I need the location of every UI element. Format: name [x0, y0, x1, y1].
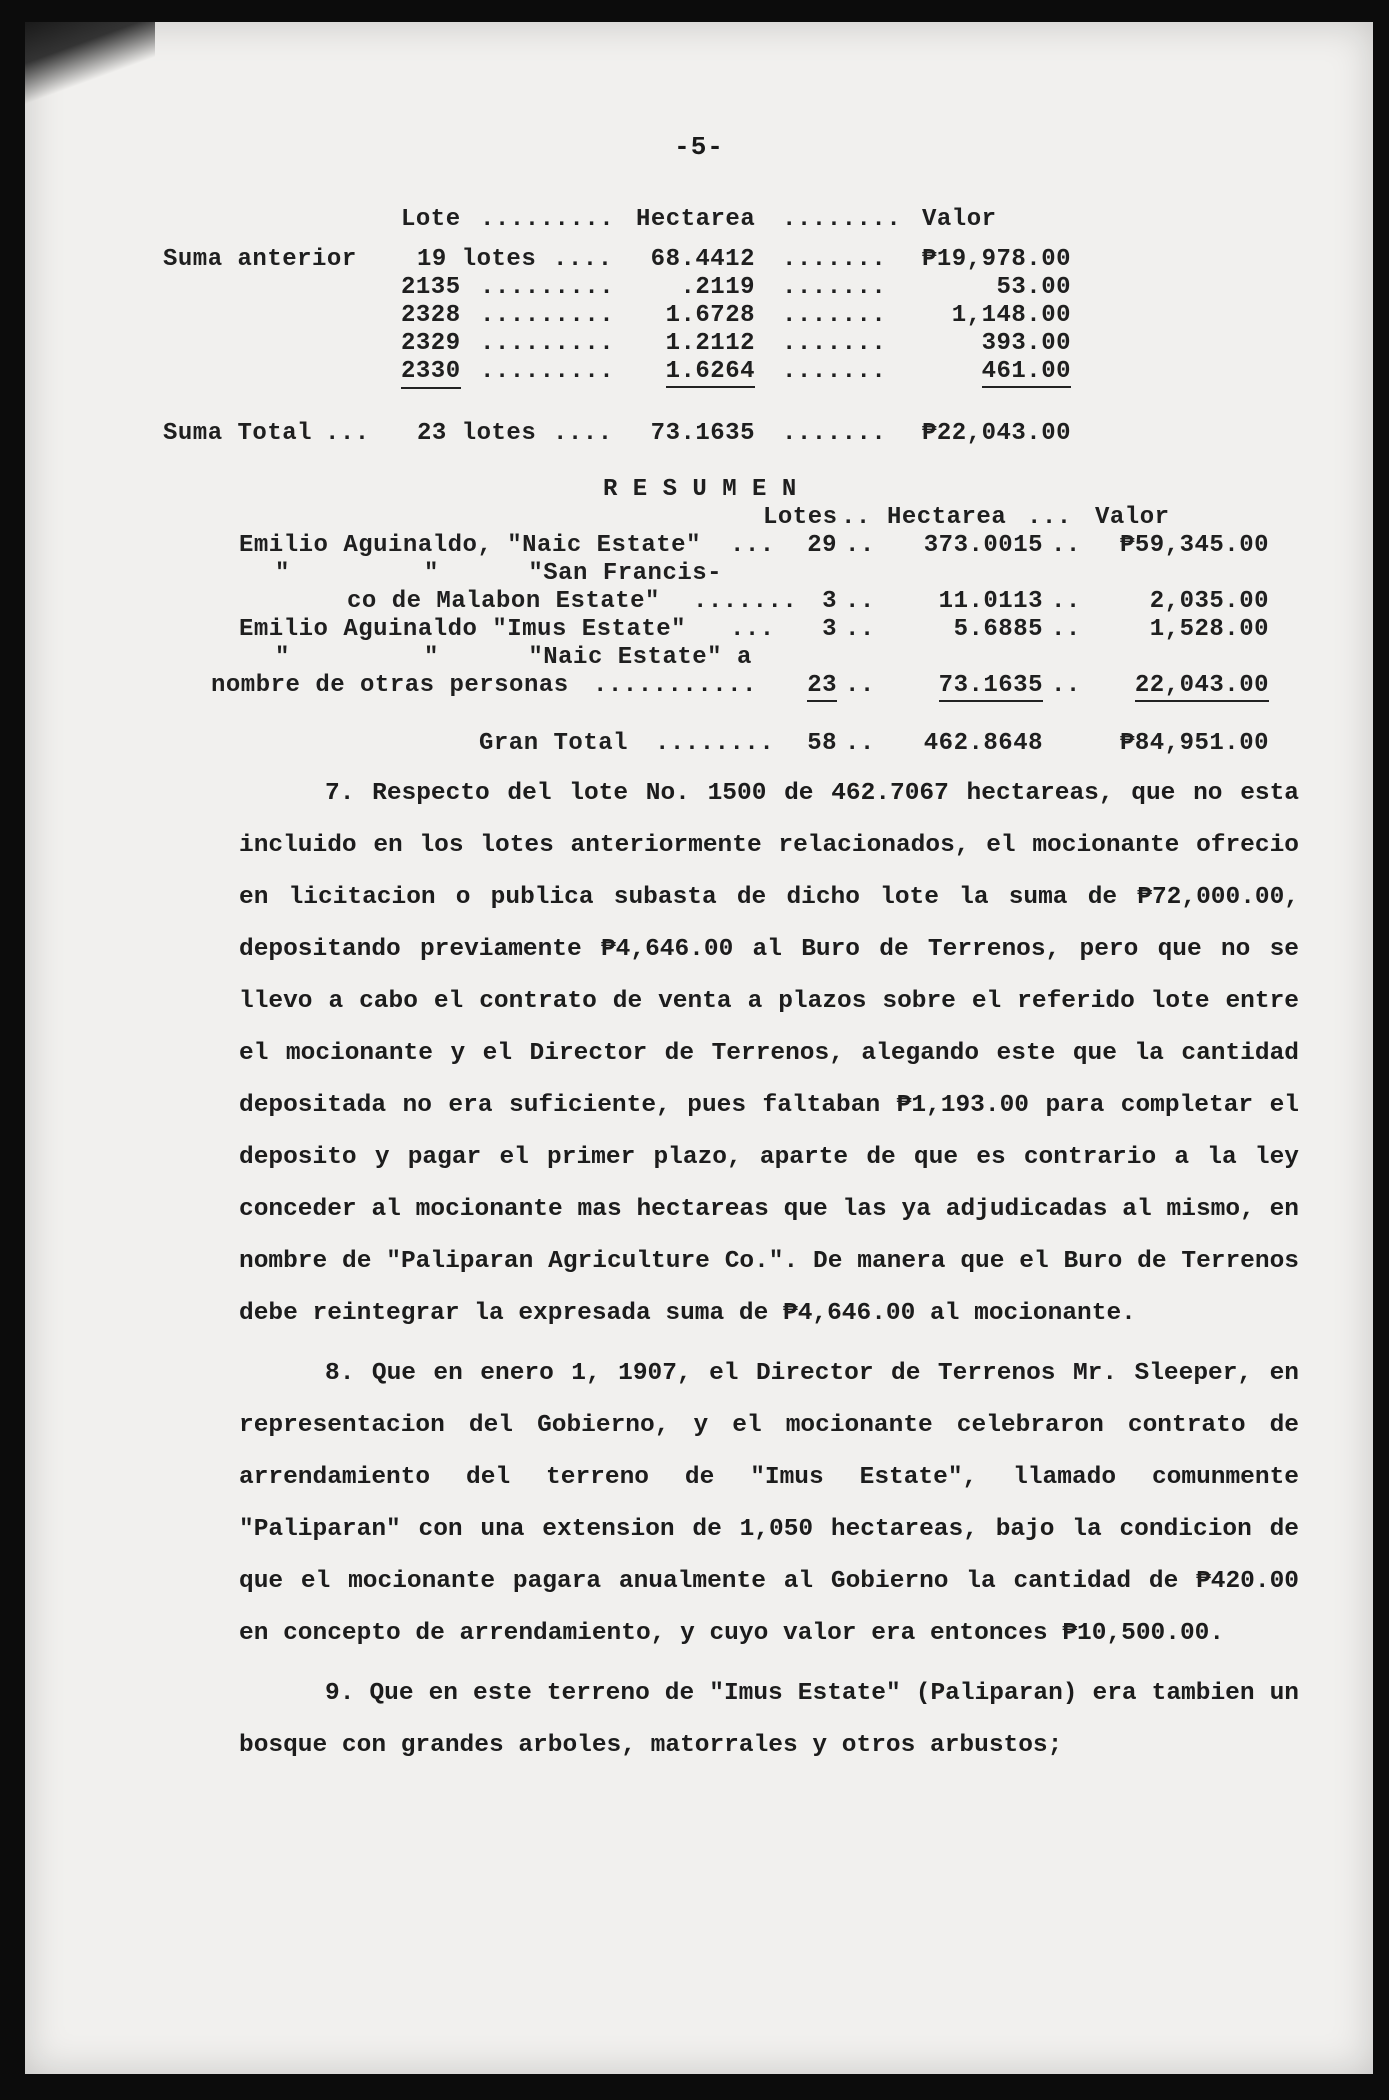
resumen-header-hectarea: Hectarea	[887, 504, 1007, 531]
leader-dots: ..	[845, 532, 875, 559]
resumen-row-desc: " " "San Francis-	[275, 560, 723, 587]
table-row-hectarea: 1.6728	[665, 302, 755, 329]
leader-dots: ...	[730, 616, 775, 643]
leader-dots: .........	[480, 206, 615, 233]
table-row-lote: 2328	[401, 302, 461, 329]
leader-dots: ..	[845, 672, 875, 699]
table-row-valor-wrap	[883, 358, 1071, 386]
resumen-header-lotes: Lotes	[763, 504, 838, 531]
resumen-row-desc-cont: nombre de otras personas	[211, 672, 569, 699]
leader-dots: ....	[553, 246, 613, 273]
leader-dots: ..	[1051, 588, 1081, 615]
paragraph-gap	[239, 1340, 1299, 1348]
document-page	[25, 22, 1373, 2074]
table-row-lote: 2135	[401, 274, 461, 301]
table-row-lote: 2330	[401, 358, 461, 389]
table-row-lote: 2329	[401, 330, 461, 357]
table-row-hectarea: 1.6264	[666, 358, 755, 388]
paragraph-8: 8. Que en enero 1, 1907, el Director de Terrenos Mr. Sleeper, en representacion del Gobierno, y el mocionante celebraron contrato de arrendamiento del terreno de "Imus Estate", llamado comunmente "Paliparan" con una extension de 1,050 hectareas, bajo la condicion de que el mocionante pagara anualmente al Gobierno la cantidad de ₱420.00 en concepto de arrendamiento, y cuyo valor era entonces ₱10,500.00.	[239, 1360, 1299, 1647]
leader-dots: .......	[782, 420, 887, 447]
table-total-valor: ₱22,043.00	[921, 420, 1071, 447]
table-header-valor: Valor	[922, 206, 997, 233]
resumen-header-valor: Valor	[1095, 504, 1170, 531]
resumen-row-lotes: 3	[822, 616, 837, 643]
gran-total-hectarea: 462.8648	[923, 730, 1043, 757]
leader-dots: .......	[782, 330, 887, 357]
leader-dots: ..	[1051, 532, 1081, 559]
resumen-row-hectarea-wrap	[893, 672, 1043, 700]
resumen-row-hectarea: 373.0015	[923, 532, 1043, 559]
leader-dots: ...........	[593, 672, 757, 699]
resumen-row-desc-cont: co de Malabon Estate"	[347, 588, 660, 615]
leader-dots: ..	[845, 616, 875, 643]
resumen-row-valor: ₱59,345.00	[1119, 532, 1269, 559]
table-row-hectarea-wrap	[625, 358, 755, 386]
table-row-lote: 19 lotes	[417, 246, 537, 273]
leader-dots: .......	[782, 246, 887, 273]
resumen-row-valor: 1,528.00	[1149, 616, 1269, 643]
leader-dots: .........	[480, 274, 615, 301]
table-header-hectarea: Hectarea	[636, 206, 756, 233]
table-total-label: Suma Total	[163, 420, 313, 447]
table-total-hectarea: 73.1635	[650, 420, 755, 447]
table-row-valor: 1,148.00	[951, 302, 1071, 329]
leader-dots: ....	[553, 420, 613, 447]
table-row-valor: ₱19,978.00	[921, 246, 1071, 273]
paragraph-9: 9. Que en este terreno de "Imus Estate" (Paliparan) era tambien un bosque con grandes arboles, matorrales y otros arbustos;	[239, 1680, 1299, 1759]
table-total-lote: 23 lotes	[417, 420, 537, 447]
leader-dots: ..	[845, 588, 875, 615]
leader-dots: ...	[730, 532, 775, 559]
resumen-row-valor: 22,043.00	[1135, 672, 1269, 702]
body-text	[239, 768, 1299, 1772]
resumen-title: R E S U M E N	[603, 476, 797, 503]
leader-dots: ..	[845, 730, 875, 757]
resumen-row-hectarea: 5.6885	[953, 616, 1043, 643]
gran-total-label: Gran Total	[479, 730, 629, 757]
leader-dots: .........	[480, 302, 615, 329]
leader-dots: ........	[655, 730, 775, 757]
leader-dots: ..	[1051, 616, 1081, 643]
leader-dots: ...	[1027, 504, 1072, 531]
resumen-row-valor-wrap	[1089, 672, 1269, 700]
leader-dots: .........	[480, 358, 615, 385]
table-row-hectarea: 1.2112	[665, 330, 755, 357]
gran-total-lotes: 58	[807, 730, 837, 757]
resumen-row-desc: Emilio Aguinaldo "Imus Estate"	[239, 616, 687, 643]
leader-dots: .......	[782, 274, 887, 301]
table-header-lote: Lote	[401, 206, 461, 233]
resumen-row-lotes-wrap	[789, 672, 837, 700]
leader-dots: ........	[782, 206, 902, 233]
leader-dots: .......	[782, 358, 887, 385]
leader-dots: .........	[480, 330, 615, 357]
table-row-hectarea: 68.4412	[650, 246, 755, 273]
paragraph-7: 7. Respecto del lote No. 1500 de 462.7067 hectareas, que no esta incluido en los lotes anteriormente relacionados, el mocionante ofrecio en licitacion o publica subasta de dicho lote la suma de ₱72,000.00, depositando previamente ₱4,646.00 al Buro de Terrenos, pero que no se llevo a cabo el contrato de venta a plazos sobre el referido lote entre el mocionante y el Director de Terrenos, alegando este que la cantidad depositada no era suficiente, pues faltaban ₱1,193.00 para completar el deposito y pagar el primer plazo, aparte de que es contrario a la ley conceder al mocionante mas hectareas que las ya adjudicadas al mismo, en nombre de "Paliparan Agriculture Co.". De manera que el Buro de Terrenos debe reintegrar la expresada suma de ₱4,646.00 al mocionante.	[239, 780, 1299, 1327]
torn-corner	[25, 22, 155, 112]
resumen-row-desc: " " "Naic Estate" a	[275, 644, 752, 671]
leader-dots: .......	[693, 588, 798, 615]
resumen-row-hectarea: 11.0113	[938, 588, 1043, 615]
page-number: -5-	[674, 132, 724, 162]
resumen-row-lotes: 3	[822, 588, 837, 615]
table-row-valor: 461.00	[982, 358, 1071, 388]
leader-dots: ..	[841, 504, 871, 531]
leader-dots: .......	[782, 302, 887, 329]
table-row-label: Suma anterior	[163, 246, 357, 273]
resumen-row-valor: 2,035.00	[1149, 588, 1269, 615]
paragraph-gap	[239, 1660, 1299, 1668]
resumen-row-lotes: 29	[807, 532, 837, 559]
resumen-row-hectarea: 73.1635	[939, 672, 1043, 702]
gran-total-valor: ₱84,951.00	[1119, 730, 1269, 757]
leader-dots: ...	[325, 420, 370, 447]
resumen-row-lotes: 23	[807, 672, 837, 702]
table-row-hectarea: .2119	[680, 274, 755, 301]
leader-dots: ..	[1051, 672, 1081, 699]
table-row-valor: 53.00	[996, 274, 1071, 301]
table-row-valor: 393.00	[981, 330, 1071, 357]
resumen-row-desc: Emilio Aguinaldo, "Naic Estate"	[239, 532, 701, 559]
